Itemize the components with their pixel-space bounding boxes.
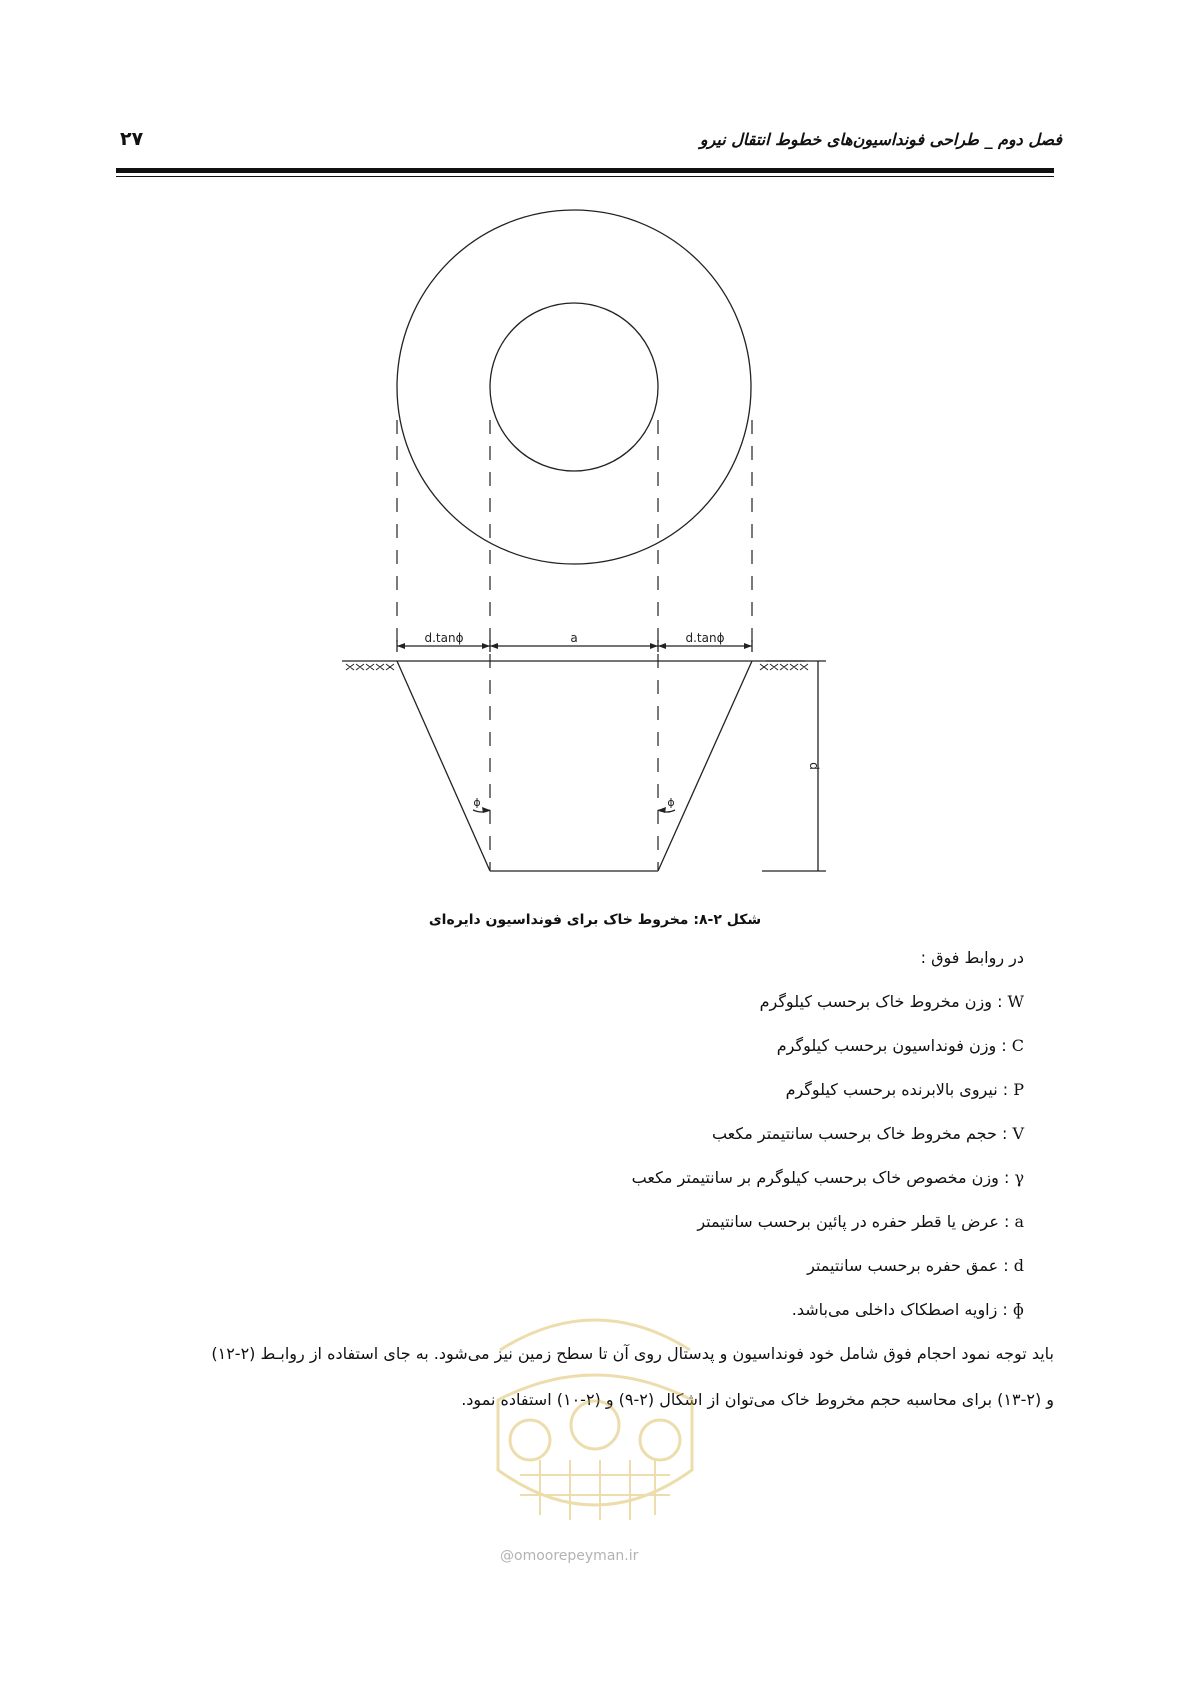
definition-symbol: γ [1014, 1168, 1024, 1187]
label-right-width: d.tanɸ [685, 631, 725, 645]
definition-text: : زاویه اصطکاک داخلی می‌باشد. [791, 1300, 1008, 1319]
watermark-text: @omoorepeyman.ir [500, 1548, 639, 1564]
label-left-width: d.tanɸ [424, 631, 464, 645]
label-center-width: a [570, 631, 578, 645]
paragraph-line-1: باید توجه نمود احجام فوق شامل خود فونداسیون و پدستال روی آن تا سطح زمین نیز می‌شود. به جای استفاده از روابـط (۲-۱۲) [211, 1344, 1054, 1363]
label-angle-right: ɸ [667, 796, 675, 809]
definition-symbol: W [1007, 992, 1024, 1011]
figure-caption: شکل ۲-۸: مخروط خاک برای فونداسیون دایره‌ای [428, 912, 762, 928]
page-number: ۲۷ [120, 128, 144, 150]
label-depth: d [807, 762, 821, 770]
definition-text: : وزن فونداسیون برحسب کیلوگرم [776, 1036, 1007, 1055]
definition-text: : عمق حفره برحسب سانتیمتر [807, 1256, 1009, 1275]
label-angle-left: ɸ [473, 796, 481, 809]
definition-symbol: d [1013, 1256, 1024, 1275]
definition-symbol: V [1012, 1124, 1024, 1143]
definition-text: : وزن مخروط خاک برحسب کیلوگرم [759, 992, 1003, 1011]
definition-symbol: a [1014, 1212, 1024, 1231]
definition-symbol: ɸ [1012, 1300, 1024, 1319]
intro-line: در روابط فوق : [920, 948, 1024, 967]
running-header-title: فصل دوم _ طراحی فونداسیون‌های خطوط انتقال نیرو [699, 130, 1062, 149]
definition-text: : عرض یا قطر حفره در پائین برحسب سانتیمتر [697, 1212, 1010, 1231]
definition-text: : وزن مخصوص خاک برحسب کیلوگرم بر سانتیمتر مکعب [631, 1168, 1010, 1187]
definition-text: : حجم مخروط خاک برحسب سانتیمتر مکعب [711, 1124, 1008, 1143]
definition-symbol: C [1011, 1036, 1024, 1055]
definition-symbol: P [1013, 1080, 1024, 1099]
paragraph-line-2: و (۲-۱۳) برای محاسبه حجم مخروط خاک می‌توان از اشکال (۲-۹) و (۲-۱۰) استفاده نمود. [461, 1390, 1054, 1409]
definition-text: : نیروی بالابرنده برحسب کیلوگرم [785, 1080, 1009, 1099]
